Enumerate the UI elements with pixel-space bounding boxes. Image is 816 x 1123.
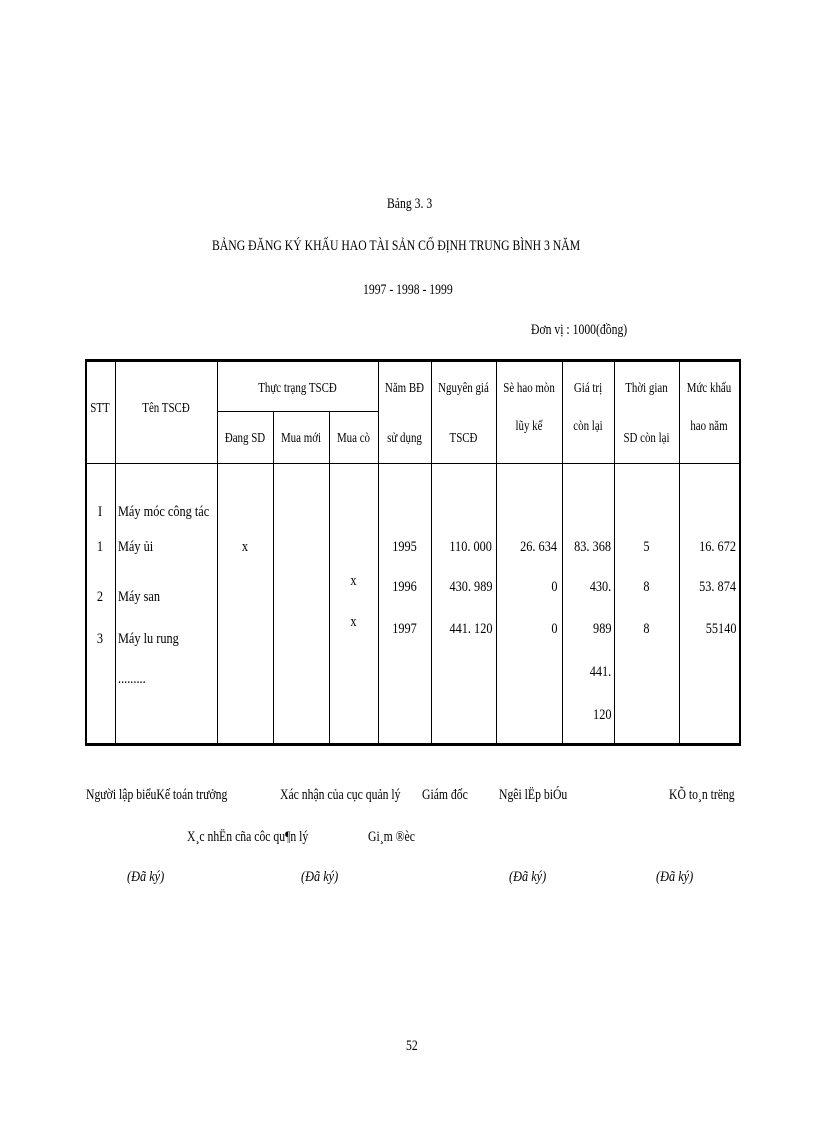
signature-mark: (Đã ký) (301, 869, 339, 885)
footer-authority-garbled: X¸c nhËn cña côc qu¶n lý (187, 829, 309, 845)
status-group-separator (217, 411, 378, 412)
table-top-border (85, 359, 741, 362)
footer-director-garbled: Gi¸m ®èc (368, 829, 415, 845)
header-remaining-2: SD còn lại (623, 431, 670, 446)
row-cost: 110. 000 (449, 539, 492, 555)
header-annual-2: hao năm (690, 419, 728, 434)
row-name: Máy móc công tác (118, 504, 210, 520)
header-in-use: Đang SD (224, 431, 266, 446)
header-cost-2: TSCĐ (449, 431, 478, 446)
row-stt: 2 (96, 589, 104, 605)
col-line (329, 411, 330, 746)
col-line (614, 359, 615, 746)
header-name: Tên TSCĐ (142, 401, 190, 416)
header-separator (85, 463, 741, 464)
row-annual: 16. 672 (699, 539, 736, 555)
table-number: Bảng 3. 3 (387, 196, 433, 212)
row-residual: 430. (589, 579, 611, 595)
col-line (431, 359, 432, 746)
col-line (217, 359, 218, 746)
row-old-mark: x (350, 614, 357, 630)
row-residual: 989 (592, 621, 611, 637)
footer-preparer-accountant: Người lập biểuKế toán trưởng (86, 787, 228, 803)
header-depreciation: Sè hao mòn (503, 381, 555, 396)
header-new: Mua mới (280, 431, 322, 446)
row-name: Máy san (118, 589, 161, 605)
col-line (679, 359, 680, 746)
row-residual: 83. 368 (574, 539, 611, 555)
header-remaining: Thời gian (625, 381, 668, 396)
row-stt: 3 (96, 631, 104, 647)
row-residual: 120 (592, 707, 611, 723)
page-number: 52 (406, 1038, 418, 1054)
row-year: 1996 (392, 579, 417, 595)
depreciation-table (85, 359, 741, 746)
row-annual: 55140 (705, 621, 736, 637)
col-line (562, 359, 563, 746)
row-annual: 53. 874 (699, 579, 736, 595)
header-status-group: Thực trạng TSCĐ (258, 381, 337, 396)
row-stt: 1 (96, 539, 104, 555)
header-stt: STT (90, 401, 110, 416)
header-annual: Mức khấu (686, 381, 732, 396)
header-residual-2: còn lại (573, 419, 603, 434)
footer-preparer-garbled: Ngêi lËp biÓu (499, 787, 568, 803)
unit-label: Đơn vị : 1000(đồng) (531, 322, 628, 338)
header-year-start-2: sử dụng (387, 431, 422, 446)
row-year: 1995 (392, 539, 417, 555)
row-remaining: 5 (643, 539, 650, 555)
col-line (378, 359, 379, 746)
row-depreciation: 26. 634 (520, 539, 557, 555)
header-depreciation-2: lũy kế (515, 419, 543, 434)
header-cost: Nguyên giá (438, 381, 489, 396)
row-stt: I (97, 504, 103, 520)
col-line (115, 359, 116, 746)
row-in-use-mark: x (241, 539, 249, 555)
header-year-start: Năm BĐ (384, 381, 425, 396)
row-name: Máy lu rung (118, 631, 179, 647)
signature-mark: (Đã ký) (509, 869, 547, 885)
row-residual: 441. (589, 664, 611, 680)
col-line (273, 411, 274, 746)
row-cost: 441. 120 (448, 621, 492, 637)
row-depreciation: 0 (550, 579, 557, 595)
table-title: BẢNG ĐĂNG KÝ KHẤU HAO TÀI SẢN CỐ ĐỊNH TRUNG BÌNH 3 NĂM (212, 238, 581, 254)
row-remaining: 8 (643, 579, 650, 595)
row-remaining: 8 (643, 621, 650, 637)
table-bottom-border (85, 743, 741, 746)
footer-authority-confirmation: Xác nhận của cục quản lý (280, 787, 401, 803)
footer-accountant-garbled: KÕ to¸n trëng (669, 787, 735, 803)
header-old: Mua cò (336, 431, 371, 446)
header-residual: Giá trị (573, 381, 603, 396)
table-left-border (85, 359, 87, 746)
row-old-mark: x (350, 573, 357, 589)
signature-mark: (Đã ký) (656, 869, 694, 885)
row-name: ......... (118, 671, 146, 687)
row-cost: 430. 989 (448, 579, 492, 595)
table-right-border (739, 359, 741, 746)
years-range: 1997 - 1998 - 1999 (363, 282, 453, 298)
signature-mark: (Đã ký) (127, 869, 165, 885)
row-name: Máy ủi (118, 539, 154, 555)
col-line (496, 359, 497, 746)
footer-director: Giám đốc (422, 787, 468, 803)
row-depreciation: 0 (550, 621, 557, 637)
row-year: 1997 (392, 621, 417, 637)
